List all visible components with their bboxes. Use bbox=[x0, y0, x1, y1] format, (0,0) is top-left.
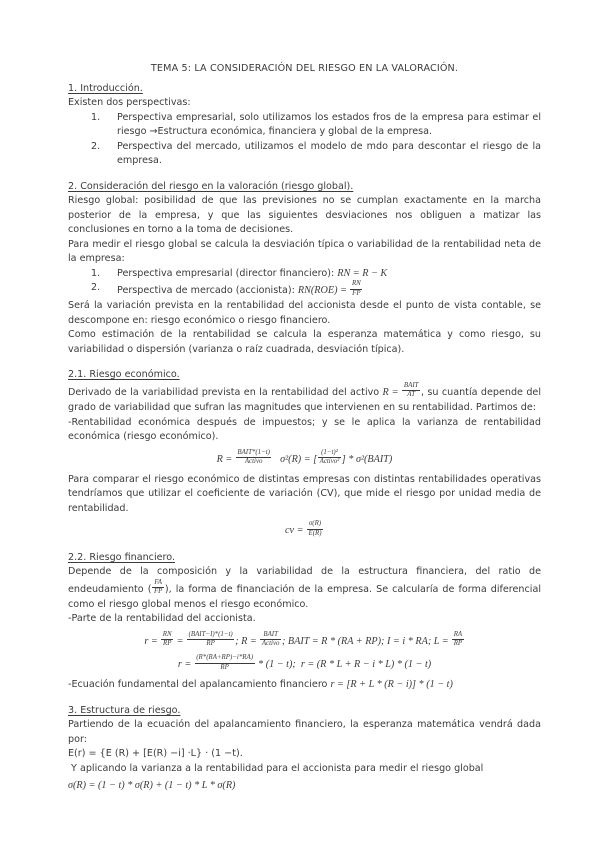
fraction-numerator: FA bbox=[152, 579, 163, 589]
text-run: Partiendo de la ecuación del apalancamiento financiero, la esperanza matemática vendrá dada por: bbox=[68, 719, 545, 745]
fraction-denominator: E(R) bbox=[308, 529, 322, 537]
paragraph bbox=[68, 416, 545, 445]
list-item bbox=[68, 140, 545, 169]
paragraph bbox=[68, 299, 545, 328]
math-run: RN(ROE) = bbox=[297, 285, 350, 297]
math-run: r = bbox=[177, 659, 194, 671]
text-run: 2.2. Riesgo financiero. bbox=[68, 551, 176, 563]
fraction-numerator: RA bbox=[452, 631, 463, 641]
fraction bbox=[236, 449, 272, 467]
formula bbox=[68, 450, 541, 468]
text-run: Para medir el riesgo global se calcula la desviación típica o variabilidad de la rentabilidad neta de la empresa: bbox=[68, 238, 545, 264]
text-run: Derivado de la variabilidad prevista en la rentabilidad del activo bbox=[68, 386, 383, 398]
ordered-list bbox=[68, 267, 541, 300]
text-run: Existen dos perspectivas: bbox=[68, 97, 191, 108]
text-run: Será la variación prevista en la rentabilidad del accionista desde el punto de vista contable, se descompone en: riesgo económico o riesgo financiero. bbox=[68, 300, 545, 326]
text-run: 1. Introducción. bbox=[68, 82, 143, 94]
text-run: Depende de la composición y la variabilidad de la estructura financiera, del ratio de endeudamiento ( bbox=[68, 566, 545, 595]
text-run: 2.1. Riesgo económico. bbox=[68, 369, 180, 381]
fraction-numerator: (BAIT−I)*(1−t) bbox=[187, 631, 234, 641]
list-item-number: 2. bbox=[91, 140, 101, 152]
fraction-numerator: σ(R) bbox=[307, 520, 323, 530]
list-item bbox=[68, 111, 545, 140]
math-run: r = bbox=[144, 635, 161, 647]
paragraph bbox=[68, 96, 541, 111]
fraction-denominator: Activo bbox=[261, 640, 280, 648]
paragraph bbox=[68, 381, 545, 416]
text-run: , su cuantía depende del grado de variabilidad que sufran las magnitudes que intervienen en su rentabilidad. Partimos de: bbox=[68, 386, 545, 413]
text-run: Como estimación de la rentabilidad se calcula la esperanza matemática y como riesgo, su variabilidad o dispersión (varianza o raíz cuadrada, desviación típica). bbox=[68, 329, 545, 355]
text-run: 3. Estructura de riesgo. bbox=[68, 704, 181, 716]
fraction-numerator: BAIT bbox=[260, 631, 281, 641]
paragraph bbox=[68, 678, 541, 693]
fraction-numerator: RN bbox=[350, 280, 362, 290]
fraction bbox=[350, 280, 362, 298]
paragraph bbox=[68, 194, 545, 238]
list-item-number: 2. bbox=[91, 282, 101, 293]
section-heading bbox=[68, 368, 541, 383]
fraction-numerator: BAIT bbox=[402, 382, 420, 392]
math-run: σ(R) = (1 − t) * σ(R) + (1 − t) * L * σ(R) bbox=[68, 780, 236, 792]
page-title: TEMA 5: LA CONSIDERACIÓN DEL RIESGO EN LA VALORACIÓN. bbox=[150, 63, 459, 74]
fraction-denominator: Activo bbox=[244, 458, 263, 466]
formula bbox=[68, 655, 541, 673]
math-run: ] * σ²(BAIT) bbox=[341, 453, 393, 465]
section-heading bbox=[68, 704, 541, 719]
fraction-denominator: RP bbox=[206, 640, 215, 648]
fraction-numerator: (R*(RA+RP)−i*RA) bbox=[195, 654, 255, 664]
fraction-numerator: BAIT*(1−t) bbox=[236, 449, 272, 459]
fraction bbox=[195, 654, 255, 672]
formula bbox=[68, 521, 541, 539]
list-item bbox=[68, 281, 541, 299]
text-run: Riesgo global: posibilidad de que las previsiones no se cumplan exactamente en la marcha posterior de la empresa, y que las siguientes desviaciones nos obliguen a matizar las conclusiones en torno a la toma de decisiones. bbox=[68, 195, 545, 235]
paragraph bbox=[68, 747, 541, 762]
text-run: 2. Consideración del riesgo en la valoración (riesgo global). bbox=[68, 180, 354, 192]
fraction-denominator: FP bbox=[153, 588, 163, 596]
list-item-number: 1. bbox=[91, 111, 101, 123]
paragraph bbox=[68, 718, 545, 747]
text-run: Y aplicando la varianza a la rentabilidad para el accionista para medir el riesgo global bbox=[68, 762, 484, 774]
math-run: r = [R + L * (R − i)] * (1 − t) bbox=[330, 679, 453, 691]
fraction-denominator: FP bbox=[352, 289, 361, 297]
text-run: ), la forma de financiación de la empresa. Se calcularía de forma diferencial como el riesgo global menos el riesgo económico. bbox=[68, 583, 545, 610]
fraction bbox=[402, 382, 420, 400]
paragraph bbox=[68, 762, 541, 777]
section-heading bbox=[68, 82, 541, 97]
text-run: Para comparar el riesgo económico de distintas empresas con distintas rentabilidades operativas tendríamos que utilizar el coeficiente de variación (CV), que mide el riesgo por unidad media de rentabilidad. bbox=[68, 473, 545, 514]
formula bbox=[68, 632, 541, 650]
text-run: Perspectiva de mercado (accionista): bbox=[117, 285, 298, 297]
text-run: Perspectiva del mercado, utilizamos el modelo de mdo para descontar el riesgo de la empresa. bbox=[117, 140, 545, 166]
math-run: σ²(R) = [ bbox=[272, 453, 318, 465]
fraction-denominator: RP bbox=[162, 640, 172, 648]
text-run: -Rentabilidad económica después de impuestos; y se le aplica la varianza de rentabilidad económica (riesgo económico). bbox=[68, 416, 545, 442]
text-run: -Ecuación fundamental del apalancamiento financiero bbox=[68, 679, 331, 691]
math-run: * (1 − t); r = (R * L + R − i * L) * (1 − t) bbox=[255, 659, 432, 671]
fraction-denominator: AT bbox=[407, 391, 416, 399]
math-run: cv = bbox=[284, 525, 306, 537]
text-run: Perspectiva empresarial, solo utilizamos los estados fros de la empresa para estimar el riesgo →Estructura económica, financiera y global de la empresa. bbox=[117, 111, 545, 137]
math-run: R = bbox=[216, 453, 235, 465]
paragraph bbox=[68, 238, 545, 267]
paragraph bbox=[68, 612, 541, 627]
fraction bbox=[260, 631, 281, 649]
fraction bbox=[152, 579, 163, 597]
section-heading bbox=[68, 551, 541, 566]
formula bbox=[68, 781, 541, 792]
math-run: ; BAIT = R * (RA + RP); I = i * RA; L = bbox=[281, 635, 452, 647]
fraction-denominator: RP bbox=[220, 663, 229, 671]
paragraph bbox=[68, 565, 545, 612]
fraction bbox=[161, 631, 173, 649]
math-run: RN = R − K bbox=[337, 267, 388, 279]
list-item-number: 1. bbox=[91, 267, 101, 279]
fraction bbox=[307, 520, 323, 538]
text-run: Perspectiva empresarial (director financiero): bbox=[117, 267, 338, 279]
list-item bbox=[68, 267, 541, 282]
fraction bbox=[187, 631, 234, 649]
section-heading bbox=[68, 180, 541, 195]
document-body bbox=[68, 82, 545, 792]
paragraph bbox=[68, 473, 545, 517]
math-run: R = bbox=[382, 386, 402, 398]
fraction-numerator: (1−t)² bbox=[318, 449, 341, 459]
text-run: -Parte de la rentabilidad del accionista. bbox=[68, 613, 256, 625]
fraction-numerator: RN bbox=[161, 631, 173, 641]
paragraph bbox=[68, 328, 545, 357]
text-run: E(r) = {E (R) + [E(R) −i] ·L} · (1 −t). bbox=[68, 748, 243, 760]
fraction bbox=[452, 631, 463, 649]
ordered-list bbox=[68, 111, 545, 169]
fraction-denominator: RP bbox=[453, 640, 463, 648]
math-run: = bbox=[174, 635, 187, 647]
fraction bbox=[318, 449, 341, 467]
fraction-denominator: Activo² bbox=[319, 458, 340, 466]
math-run: ; R = bbox=[235, 635, 260, 647]
